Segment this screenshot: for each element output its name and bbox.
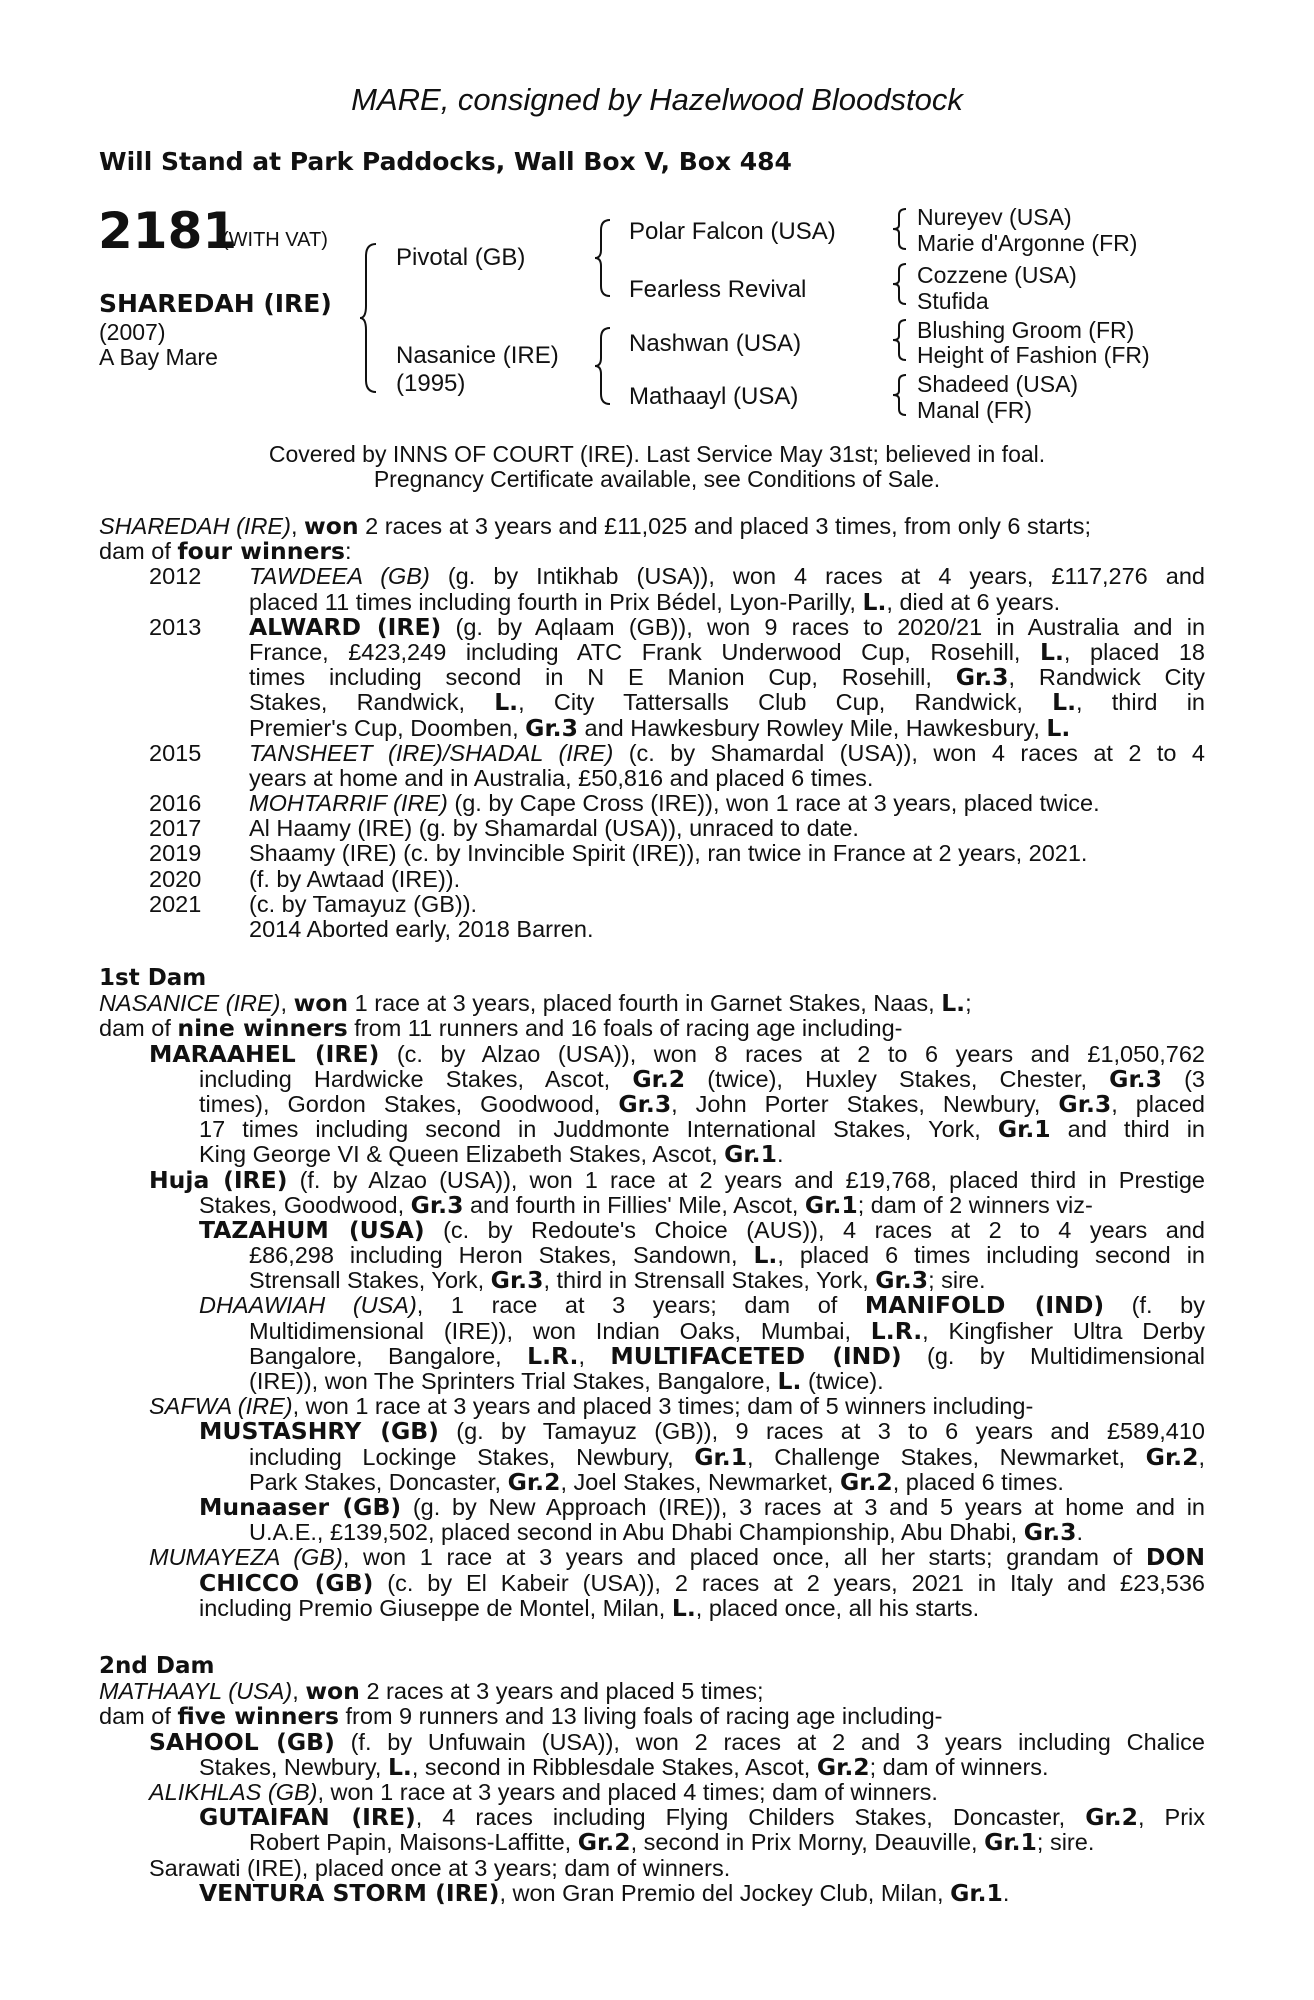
- grade: L.: [387, 1752, 412, 1781]
- text: ; dam of winners.: [869, 1753, 1049, 1780]
- text: (f. by Unfuwain (USA)), won 2 races at 2 and 3 years including Chalice: [334, 1729, 1205, 1755]
- text: , 1 race at 3 years; dam of: [416, 1293, 865, 1319]
- produce-record: SHAREDAH (IRE), won 2 races at 3 years and £11,025 and placed 3 times, from only 6 starts; dam of four winners: 2012 TAWDEEA (GB) (g. by Intikhab (USA)), won 4 races at 4 years, £117,276 and placed 11 times including fourth in Prix Bédel, Lyon-Parilly, L., died at 6 years. 2013 ALWARD (IRE) (g. by Aqlaam (GB)), won 9 races to 2020/21 in Australia and in France, £423,249 including ATC Frank Underwood Cup, Rosehill, L., placed 18 times including second in N E Manion Cup, Rosehill, Gr.3, Randwick City Stakes, Randwick, L., City Tattersalls Club Cup, Randwick, L., third in Premier's Cup, Doomben, Gr.3 and Hawkesbury Rowley Mile, Hawkesbury, L. 2015 TANSHEET (IRE)/SHADAL (IRE) (c. by Shamardal (USA)), won 4 races at 2 to 4 years at home and in Australia, £50,816 and placed 6 times. 2016 MOHTARRIF (IRE) (g. by Cape Cross (IRE)), won 1 race at 3 years, placed twice. 2017 Al Haamy (IRE) (g. by Shamardal (USA)), unraced to date. 2019 Shaamy (IRE) (c. by Invincible Spirit (IRE)), ran twice in France at 2 years, 2021. 2020 (f. by Awtaad (IRE)). 2021 (c. by Tamayuz (GB)). 2014 Aborted early, 2018 Barren.: [99, 512, 1205, 942]
- grade: L.: [753, 1243, 778, 1269]
- text: , won 1 race at 3 years and placed 4 times; dam of winners.: [317, 1778, 938, 1805]
- text: and third in: [1050, 1117, 1205, 1143]
- winner-name: DON: [1145, 1545, 1205, 1571]
- grade: Gr.3: [955, 665, 1009, 691]
- venue-line: Will Stand at Park Paddocks, Wall Box V, Box 484: [99, 147, 792, 176]
- pedigree-gg-4: Stufida: [917, 288, 989, 314]
- produce-text: and Hawkesbury Rowley Mile, Hawkesbury,: [577, 714, 1047, 741]
- produce-text: France, £423,249 including ATC Frank Underwood Cup, Rosehill,: [249, 639, 1041, 665]
- produce-text: (g. by Aqlaam (GB)), won 9 races to 2020/21 in Australia and in: [441, 614, 1205, 640]
- winner-name: Huja (IRE): [149, 1167, 288, 1193]
- text: Multidimensional (IRE)), won Indian Oaks, Mumbai,: [249, 1318, 871, 1344]
- text: from 9 runners and 13 living foals of racing age including-: [338, 1703, 943, 1730]
- won-label: won: [305, 1677, 360, 1706]
- grade: Gr.3: [875, 1266, 929, 1295]
- text: Robert Papin, Maisons-Laffitte,: [249, 1829, 578, 1856]
- pedigree-gg-3: Cozzene (USA): [917, 262, 1077, 288]
- pedigree-sire-sire: Polar Falcon (USA): [629, 218, 836, 245]
- text: 2 races at 3 years and placed 5 times;: [359, 1678, 764, 1705]
- text: King George VI & Queen Elizabeth Stakes, Ascot,: [199, 1141, 725, 1168]
- aborted-note: 2014 Aborted early, 2018 Barren.: [249, 916, 594, 942]
- pedigree-gg-6: Height of Fashion (FR): [917, 342, 1150, 368]
- text: , placed: [1111, 1091, 1205, 1117]
- produce-name: MOHTARRIF (IRE): [249, 790, 448, 817]
- text: dam of: [99, 1015, 178, 1042]
- produce-text: , Randwick City: [1008, 665, 1205, 691]
- text: ; dam of 2 winners viz-: [857, 1191, 1093, 1218]
- text: 17 times including second in Juddmonte International Stakes, York,: [199, 1117, 998, 1143]
- grade: Gr.2: [839, 1467, 893, 1496]
- pedigree-gg-8: Manal (FR): [917, 397, 1033, 423]
- won-label: won: [304, 512, 359, 540]
- winner-name: VENTURA STORM (IRE): [199, 1878, 500, 1907]
- text: ,: [1198, 1444, 1205, 1470]
- winners-count: nine winners: [177, 1014, 348, 1043]
- produce-name: TAWDEEA (GB): [249, 564, 430, 590]
- pedigree-dam-dam: Mathaayl (USA): [629, 383, 799, 410]
- text: (f. by: [1104, 1293, 1205, 1319]
- grade: L.: [862, 587, 887, 616]
- winner-name: MULTIFACETED (IND): [610, 1343, 902, 1369]
- pedigree-brace-sire: [595, 218, 613, 298]
- vat-note: (WITH VAT): [222, 229, 328, 251]
- produce-text: , City Tattersalls Club Cup, Randwick,: [518, 690, 1053, 716]
- grade: L.R.: [527, 1343, 579, 1369]
- pedigree-gg-1: Nureyev (USA): [917, 204, 1072, 230]
- pedigree-sire-dam: Fearless Revival: [629, 276, 807, 303]
- produce-text: (c. by Tamayuz (GB)).: [249, 890, 478, 917]
- grade: L.: [777, 1367, 802, 1395]
- text: 1 race at 3 years, placed fourth in Garnet Stakes, Naas,: [348, 990, 942, 1017]
- text: Bangalore, Bangalore,: [249, 1343, 528, 1369]
- text: , 4 races including Flying Childers Stakes, Doncaster,: [415, 1805, 1086, 1831]
- first-dam-heading: 1st Dam: [99, 965, 207, 991]
- pedigree-dam: Nasanice (IRE): [396, 342, 559, 369]
- text: and fourth in Fillies' Mile, Ascot,: [463, 1191, 805, 1218]
- covered-note: Covered by INNS OF COURT (IRE). Last Service May 31st; believed in foal.: [268, 441, 1046, 467]
- grade: Gr.3: [525, 713, 578, 742]
- grade: L.: [1052, 690, 1077, 716]
- produce-year: 2015: [149, 740, 202, 766]
- pedigree-brace-g4: [893, 373, 909, 417]
- produce-item: [99, 867, 1205, 892]
- text: , placed 6 times.: [892, 1468, 1064, 1495]
- second-dam-heading: 2nd Dam: [99, 1653, 215, 1679]
- grade: Gr.1: [724, 1140, 777, 1169]
- pedigree-brace-g2: [893, 262, 909, 306]
- text: , won 1 race at 3 years and placed once, all her starts; grandam of: [342, 1545, 1146, 1571]
- produce-text: Shaamy (IRE) (c. by Invincible Spirit (IRE)), ran twice in France at 2 years, 2021.: [249, 840, 1088, 867]
- grade: L.R.: [870, 1318, 923, 1344]
- produce-year: 2019: [149, 840, 202, 867]
- text: including Premio Giuseppe de Montel, Milan,: [199, 1594, 672, 1621]
- grade: Gr.1: [694, 1444, 748, 1470]
- grade: Gr.2: [507, 1467, 561, 1496]
- winner-name: CHICCO (GB): [199, 1570, 374, 1596]
- text: Strensall Stakes, York,: [249, 1267, 491, 1294]
- produce-item: [99, 791, 1205, 816]
- text: from 11 runners and 16 foals of racing age including-: [347, 1015, 903, 1042]
- pedigree-dam-sire: Nashwan (USA): [629, 330, 802, 357]
- produce-name: TANSHEET (IRE)/SHADAL (IRE): [249, 740, 614, 766]
- produce-text: (g. by Cape Cross (IRE)), won 1 race at 3 years, placed twice.: [447, 790, 1100, 817]
- text: £86,298 including Heron Stakes, Sandown,: [249, 1243, 754, 1269]
- grade: Gr.1: [950, 1878, 1003, 1907]
- colon: :: [345, 538, 352, 565]
- text: (IRE)), won The Sprinters Trial Stakes, Bangalore,: [249, 1368, 778, 1394]
- text: (3: [1161, 1066, 1205, 1092]
- grade: Gr.2: [577, 1828, 631, 1857]
- text: , placed once, all his starts.: [695, 1594, 980, 1621]
- grade: Gr.3: [618, 1091, 672, 1118]
- pedigree-brace-dam: [595, 326, 613, 406]
- text: including Lockinge Stakes, Newbury,: [249, 1444, 695, 1470]
- text: , Joel Stakes, Newmarket,: [560, 1468, 840, 1495]
- produce-text: , placed 18: [1063, 639, 1205, 665]
- winner-name: Munaaser (GB): [199, 1494, 402, 1521]
- produce-text: Stakes, Randwick,: [249, 690, 495, 716]
- text: , Kingfisher Ultra Derby: [922, 1318, 1205, 1344]
- text: , won 1 race at 3 years and placed 3 times; dam of 5 winners including-: [292, 1393, 1034, 1420]
- text: ,: [292, 1678, 306, 1705]
- text: (c. by Alzao (USA)), won 8 races at 2 to 6 years and £1,050,762: [379, 1041, 1205, 1067]
- produce-text: (c. by Shamardal (USA)), won 4 races at 2 to 4: [613, 740, 1205, 766]
- text: ,: [280, 990, 294, 1017]
- lot-number: 2181: [98, 202, 238, 260]
- text: , John Porter Stakes, Newbury,: [671, 1091, 1059, 1117]
- mare-record: 2 races at 3 years and £11,025 and placed 3 times, from only 6 starts;: [358, 513, 1091, 539]
- produce-text: placed 11 times including fourth in Prix Bédel, Lyon-Parilly,: [249, 588, 863, 615]
- winner-name: MARAAHEL (IRE): [149, 1041, 380, 1067]
- winner-name: GUTAIFAN (IRE): [199, 1805, 416, 1831]
- grade: L.: [494, 690, 519, 716]
- text: (g. by Multidimensional: [901, 1343, 1205, 1369]
- catalogue-header-title: MARE, consigned by Hazelwood Bloodstock: [351, 82, 963, 117]
- winner-name: MANIFOLD (IND): [864, 1293, 1105, 1319]
- text: (g. by Tamayuz (GB)), 9 races at 3 to 6 years and £589,410: [438, 1419, 1205, 1445]
- text: , second in Prix Morny, Deauville,: [630, 1829, 985, 1856]
- grade: L.: [941, 989, 966, 1018]
- text: Stakes, Newbury,: [199, 1753, 388, 1780]
- text: (twice).: [801, 1368, 884, 1394]
- produce-text: years at home and in Australia, £50,816 and placed 6 times.: [249, 764, 874, 791]
- produce-item: [99, 892, 1205, 917]
- text: , second in Ribblesdale Stakes, Ascot,: [411, 1753, 817, 1780]
- pregnancy-note: Pregnancy Certificate available, see Conditions of Sale.: [373, 466, 941, 492]
- winner-name: ALIKHLAS (GB): [149, 1778, 318, 1805]
- horse-name: SHAREDAH (IRE): [99, 289, 332, 318]
- produce-item: [99, 816, 1205, 841]
- grade: Gr.3: [410, 1190, 464, 1219]
- winner-name: DHAAWIAH (USA): [199, 1293, 417, 1319]
- produce-item: [99, 741, 1205, 766]
- dam-name: NASANICE (IRE): [99, 990, 281, 1017]
- winner-name: MUSTASHRY (GB): [199, 1419, 439, 1445]
- pedigree-gg-5: Blushing Groom (FR): [917, 317, 1135, 343]
- text: U.A.E., £139,502, placed second in Abu Dhabi Championship, Abu Dhabi,: [249, 1519, 1024, 1546]
- pedigree-gg-2: Marie d'Argonne (FR): [917, 230, 1138, 256]
- produce-item: [99, 841, 1205, 866]
- grade: L.: [1046, 713, 1071, 742]
- text: Sarawati (IRE), placed once at 3 years; dam of winners.: [149, 1854, 731, 1881]
- horse-year: (2007): [99, 319, 166, 345]
- grade: Gr.1: [804, 1190, 858, 1219]
- grade: Gr.2: [1145, 1444, 1199, 1470]
- pedigree-gg-7: Shadeed (USA): [917, 371, 1079, 397]
- produce-year: 2016: [149, 790, 202, 817]
- text: ; sire.: [928, 1267, 986, 1294]
- grade: L.: [671, 1593, 696, 1622]
- text: (f. by Alzao (USA)), won 1 race at 2 years and £19,768, placed third in Prestige: [287, 1167, 1205, 1193]
- produce-year: 2017: [149, 815, 202, 842]
- grade: L.: [1040, 639, 1064, 666]
- text: (g. by New Approach (IRE)), 3 races at 3 and 5 years at home and in: [401, 1494, 1205, 1520]
- text: ;: [965, 990, 972, 1017]
- pedigree-sire: Pivotal (GB): [396, 244, 526, 271]
- text: .: [1002, 1879, 1010, 1906]
- text: (c. by El Kabeir (USA)), 2 races at 2 years, 2021 in Italy and £23,536: [373, 1570, 1205, 1596]
- produce-year: 2021: [149, 890, 202, 917]
- grade: Gr.2: [632, 1066, 686, 1092]
- produce-year: 2020: [149, 865, 202, 892]
- grade: Gr.3: [1023, 1518, 1077, 1547]
- produce-name: ALWARD (IRE): [249, 614, 442, 640]
- horse-description: A Bay Mare: [99, 344, 218, 370]
- text: times), Gordon Stakes, Goodwood,: [199, 1091, 619, 1117]
- produce-text: , third in: [1076, 690, 1205, 716]
- winner-name: SAHOOL (GB): [149, 1729, 335, 1755]
- produce-text: times including second in N E Manion Cup, Rosehill,: [249, 665, 956, 691]
- grade: Gr.2: [816, 1752, 870, 1781]
- first-dam-section: [99, 966, 1205, 1621]
- grade: Gr.3: [1109, 1066, 1162, 1092]
- text: , Prix: [1138, 1805, 1205, 1831]
- text: (twice), Huxley Stakes, Chester,: [685, 1066, 1110, 1092]
- pedigree-brace-main: [360, 242, 380, 394]
- grade: Gr.1: [997, 1117, 1051, 1143]
- text: , won Gran Premio del Jockey Club, Milan,: [499, 1879, 951, 1906]
- produce-text: Al Haamy (IRE) (g. by Shamardal (USA)), unraced to date.: [249, 815, 859, 842]
- winner-name: TAZAHUM (USA): [199, 1217, 425, 1244]
- grade: Gr.3: [1058, 1091, 1112, 1118]
- dam-of-text: dam of: [99, 538, 178, 565]
- winner-name: SAFWA (IRE): [149, 1393, 293, 1420]
- text: , Challenge Stakes, Newmarket,: [747, 1444, 1146, 1470]
- text: , third in Strensall Stakes, York,: [543, 1267, 876, 1294]
- produce-year: 2012: [149, 564, 202, 590]
- winner-name: MUMAYEZA (GB): [149, 1545, 343, 1571]
- text: dam of: [99, 1703, 178, 1730]
- text: including Hardwicke Stakes, Ascot,: [199, 1066, 633, 1092]
- grade: Gr.3: [490, 1266, 544, 1295]
- pedigree-dam-year: (1995): [396, 370, 466, 397]
- winners-count: four winners: [177, 537, 345, 566]
- produce-item: [99, 615, 1205, 640]
- text: ; sire.: [1036, 1829, 1095, 1856]
- text: , placed 6 times including second in: [777, 1243, 1205, 1269]
- grade: Gr.1: [984, 1828, 1037, 1857]
- produce-text: (g. by Intikhab (USA)), won 4 races at 4 years, £117,276 and: [429, 564, 1205, 590]
- pedigree-brace-g1: [893, 207, 909, 251]
- produce-year: 2013: [149, 614, 202, 640]
- winners-count: five winners: [177, 1702, 339, 1731]
- text: .: [1076, 1519, 1084, 1546]
- produce-text: (f. by Awtaad (IRE)).: [249, 865, 461, 892]
- won-label: won: [293, 989, 349, 1018]
- dam-name: MATHAAYL (USA): [99, 1678, 293, 1705]
- text: .: [776, 1141, 784, 1168]
- produce-text: Premier's Cup, Doomben,: [249, 714, 526, 741]
- text: Stakes, Goodwood,: [199, 1191, 411, 1218]
- produce-item: [99, 564, 1205, 589]
- mare-name: SHAREDAH (IRE): [99, 513, 291, 539]
- text: Park Stakes, Doncaster,: [249, 1468, 508, 1495]
- second-dam-section: [99, 1654, 1205, 1906]
- grade: Gr.2: [1085, 1805, 1138, 1831]
- text: ,: [578, 1343, 611, 1369]
- pedigree-brace-g3: [893, 318, 909, 362]
- text: (c. by Redoute's Choice (AUS)), 4 races at 2 to 4 years and: [424, 1217, 1205, 1243]
- produce-text: , died at 6 years.: [886, 588, 1061, 615]
